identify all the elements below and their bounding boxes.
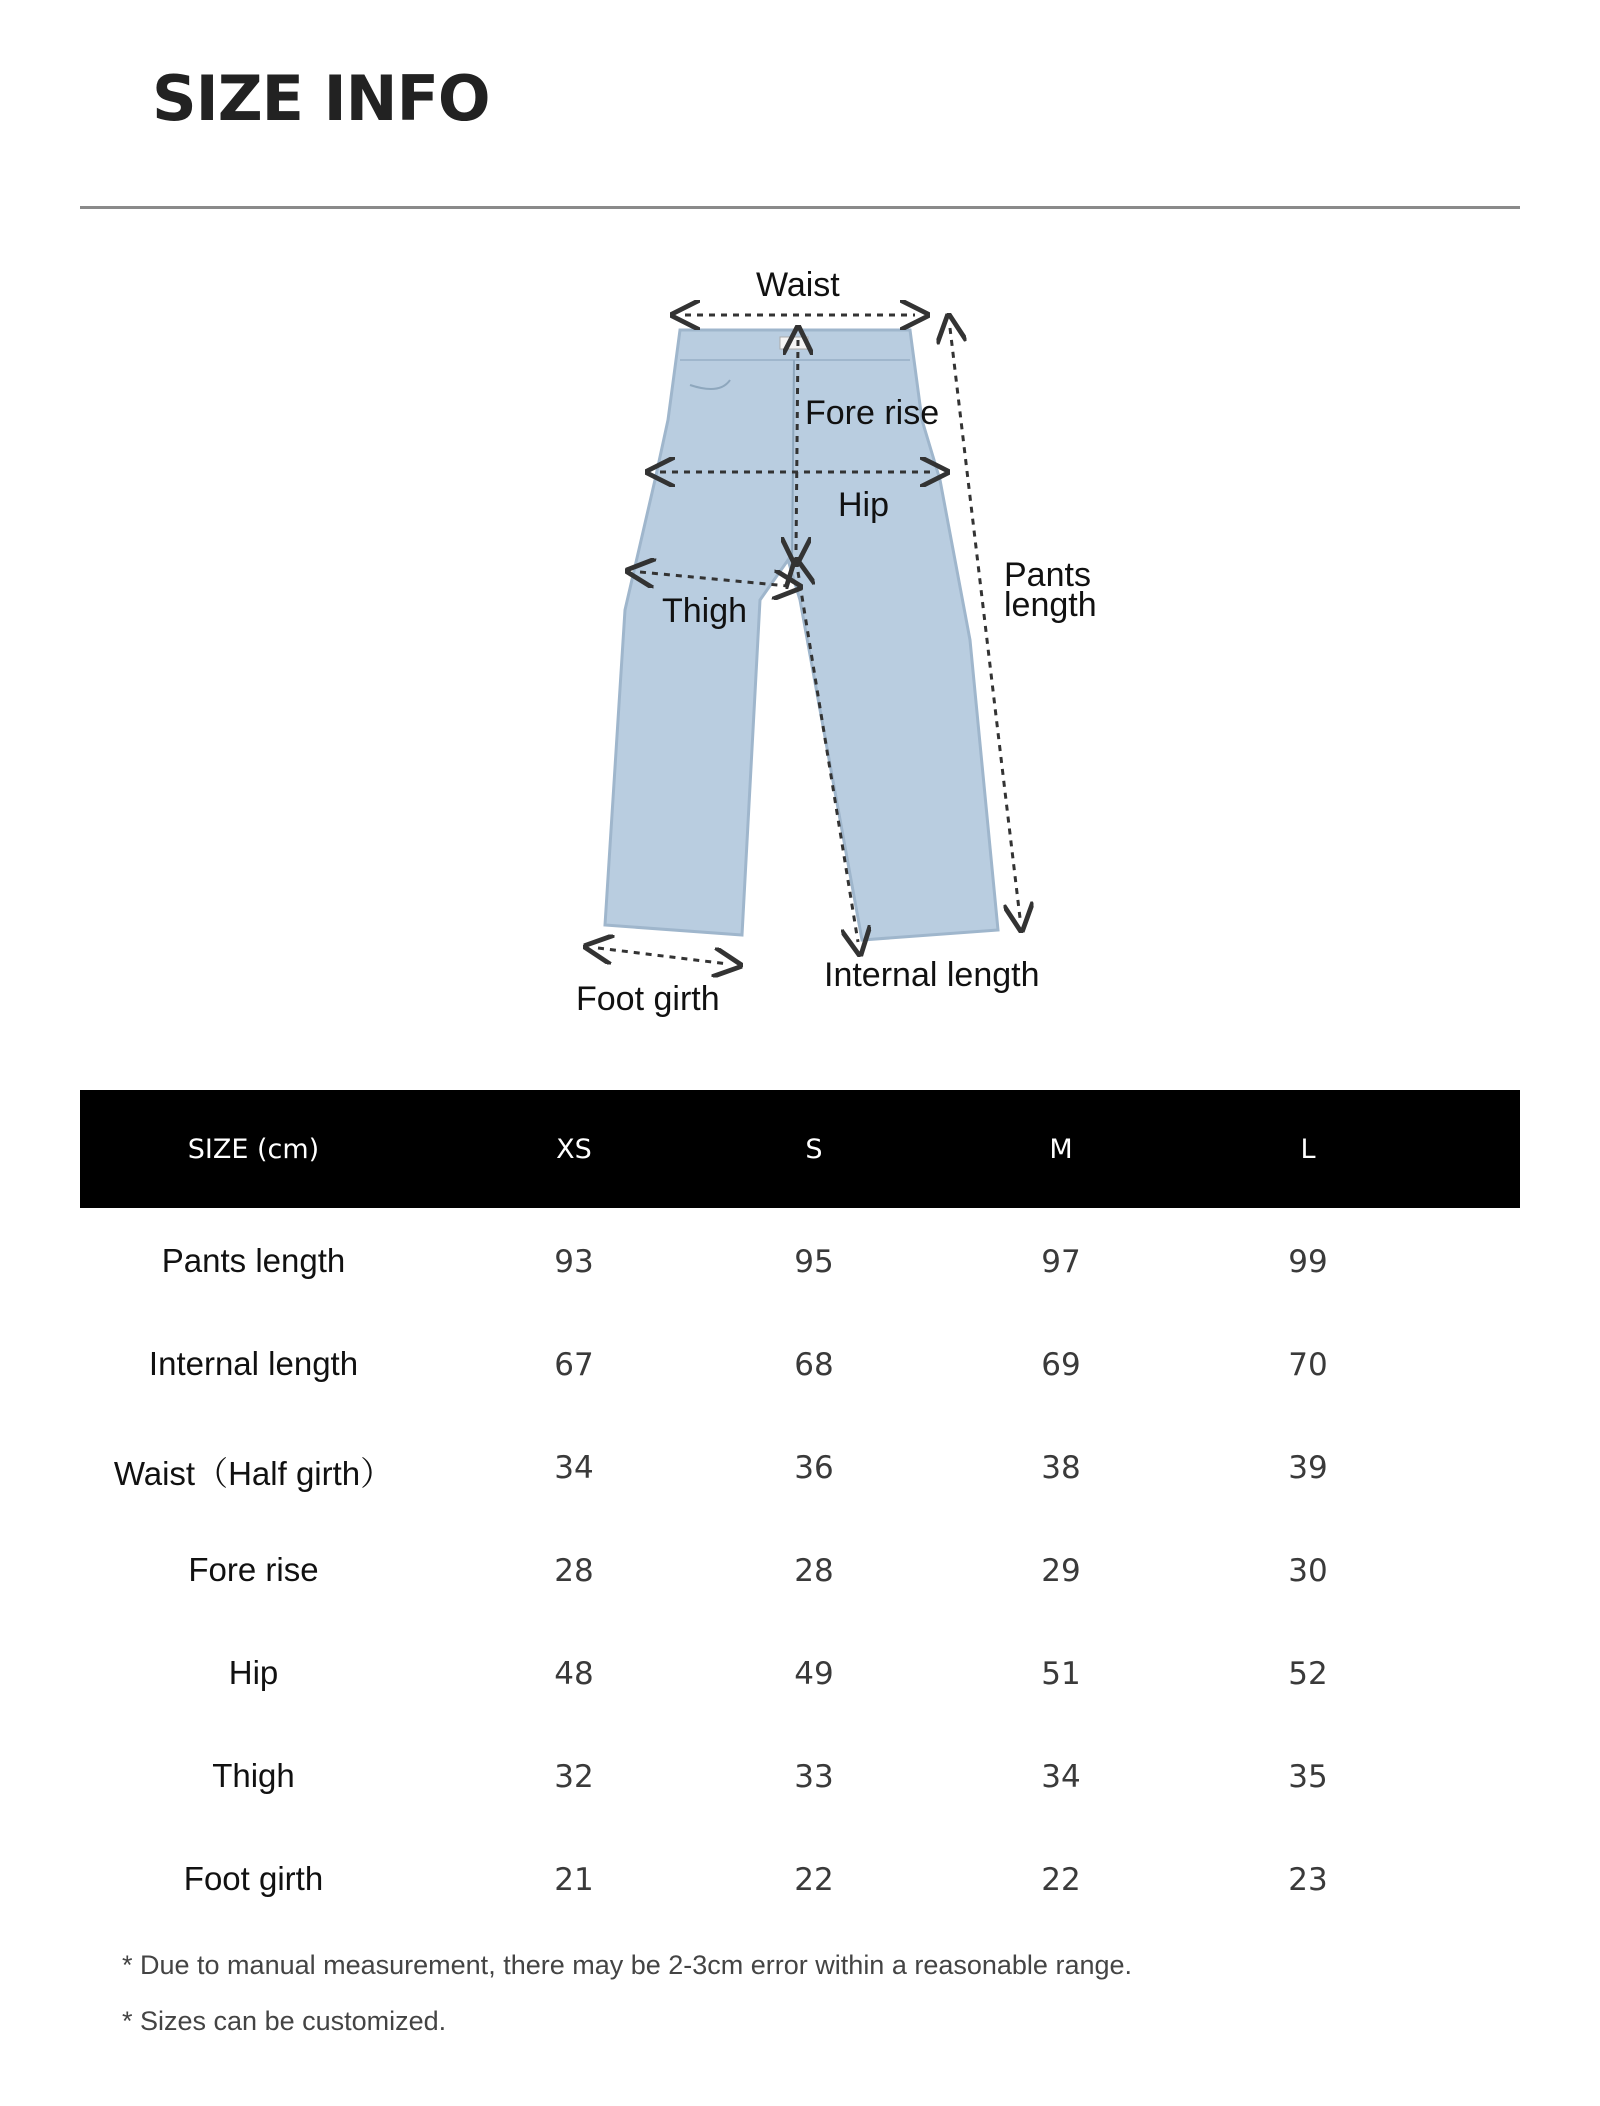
label-hip: Hip xyxy=(838,486,890,524)
table-row xyxy=(80,1723,1520,1826)
header-m: M xyxy=(1049,1134,1073,1165)
table-row xyxy=(80,1517,1520,1620)
label-fore-rise: Fore rise xyxy=(805,394,940,432)
value-l: 70 xyxy=(1288,1347,1328,1383)
value-xs: 32 xyxy=(554,1759,594,1795)
size-table-header xyxy=(80,1090,1520,1208)
page-title: SIZE INFO xyxy=(152,62,490,135)
value-xs: 67 xyxy=(554,1347,594,1383)
note-measurement-error: * Due to manual measurement, there may be 2-3cm error within a reasonable range. xyxy=(122,1950,1133,1980)
header-l: L xyxy=(1300,1134,1316,1165)
table-row xyxy=(80,1208,1520,1311)
label-internal-length: Internal length xyxy=(824,956,1040,994)
size-table xyxy=(80,1090,1520,1929)
value-m: 34 xyxy=(1041,1759,1081,1795)
value-s: 28 xyxy=(794,1553,834,1589)
table-row xyxy=(80,1311,1520,1414)
value-l: 23 xyxy=(1288,1862,1328,1898)
value-xs: 21 xyxy=(554,1862,594,1898)
row-label: Pants length xyxy=(161,1242,346,1279)
header-s: S xyxy=(805,1134,823,1165)
row-label: Waist（Half girth） xyxy=(113,1455,394,1492)
row-label: Thigh xyxy=(212,1757,295,1794)
table-row xyxy=(80,1826,1520,1929)
row-label: Foot girth xyxy=(183,1860,324,1897)
value-m: 38 xyxy=(1041,1450,1081,1486)
label-foot-girth: Foot girth xyxy=(576,980,720,1018)
table-row xyxy=(80,1620,1520,1723)
value-xs: 93 xyxy=(554,1244,594,1280)
label-pants-length-line2: length xyxy=(1004,586,1097,624)
header-xs: XS xyxy=(556,1134,592,1165)
value-l: 30 xyxy=(1288,1553,1328,1589)
value-xs: 48 xyxy=(554,1656,594,1692)
label-waist: Waist xyxy=(756,266,840,304)
value-l: 99 xyxy=(1288,1244,1328,1280)
foot-girth-arrow xyxy=(598,948,728,964)
label-thigh: Thigh xyxy=(662,592,748,630)
note-customization: * Sizes can be customized. xyxy=(122,2006,447,2036)
value-s: 33 xyxy=(794,1759,834,1795)
row-label: Hip xyxy=(228,1654,279,1691)
value-s: 36 xyxy=(794,1450,834,1486)
value-m: 22 xyxy=(1041,1862,1081,1898)
value-l: 35 xyxy=(1288,1759,1328,1795)
value-l: 52 xyxy=(1288,1656,1328,1692)
value-m: 69 xyxy=(1041,1347,1081,1383)
table-row xyxy=(80,1414,1520,1517)
row-label: Fore rise xyxy=(188,1551,319,1588)
value-s: 22 xyxy=(794,1862,834,1898)
value-xs: 34 xyxy=(554,1450,594,1486)
header-size-cm: SIZE (cm) xyxy=(187,1134,320,1165)
value-m: 51 xyxy=(1041,1656,1081,1692)
value-l: 39 xyxy=(1288,1450,1328,1486)
value-xs: 28 xyxy=(554,1553,594,1589)
label-pants-length-line1: Pants xyxy=(1004,556,1091,594)
value-m: 29 xyxy=(1041,1553,1081,1589)
value-s: 95 xyxy=(794,1244,834,1280)
row-label: Internal length xyxy=(148,1345,359,1382)
value-s: 68 xyxy=(794,1347,834,1383)
value-m: 97 xyxy=(1041,1244,1081,1280)
value-s: 49 xyxy=(794,1656,834,1692)
